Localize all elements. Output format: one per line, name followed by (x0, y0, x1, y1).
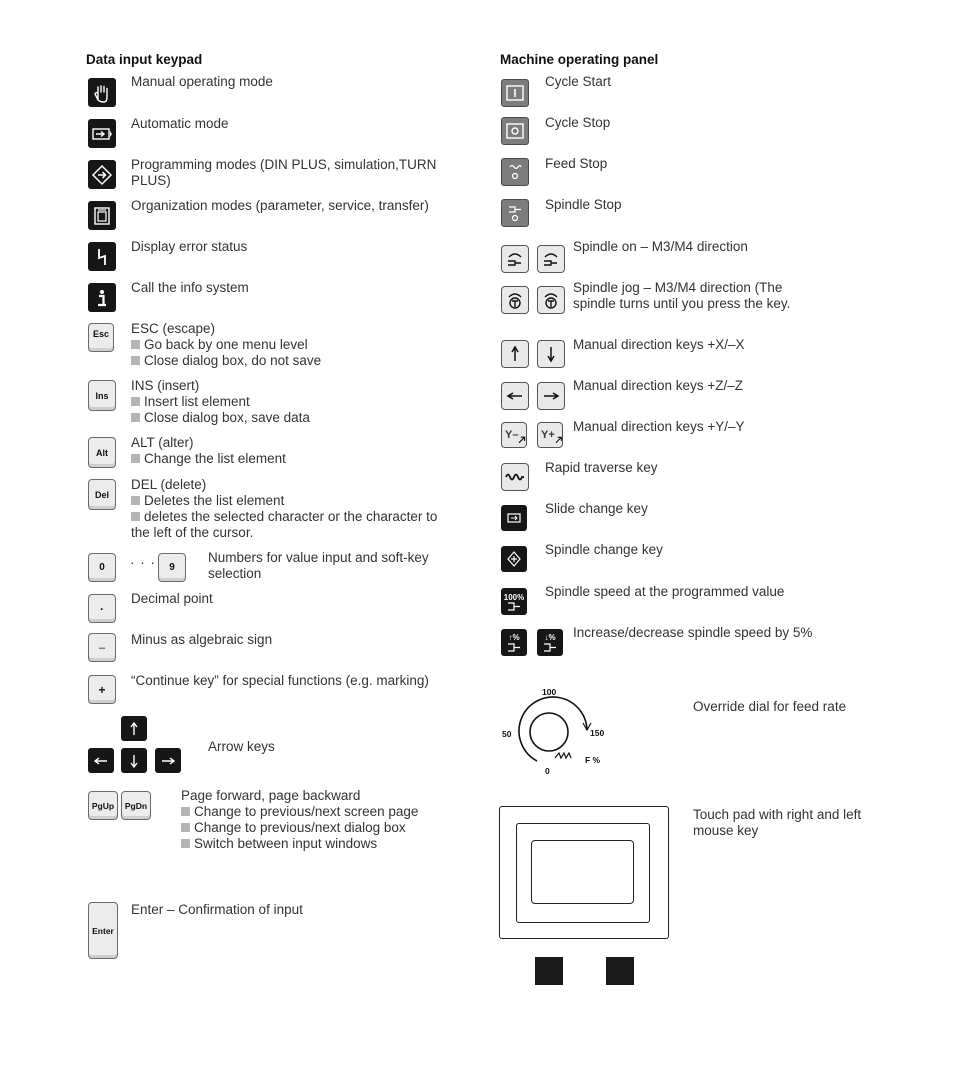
direction-z-label: Manual direction keys +Z/–Z (573, 378, 743, 393)
spindle-speed-decrease-key[interactable] (537, 629, 563, 656)
esc-description: ESC (escape) Go back by one menu level Close dialog box, do not save (131, 321, 322, 368)
info-icon (94, 288, 110, 308)
spindle-jog-m3-icon (505, 290, 525, 310)
touch-pad-frame (499, 806, 669, 939)
left-heading: Data input keypad (86, 52, 203, 67)
programming-diamond-icon (91, 164, 113, 186)
enter-key[interactable]: Enter (88, 902, 118, 959)
slide-change-label: Slide change key (545, 501, 648, 516)
override-dial-icon (497, 681, 627, 776)
spindle-m3-icon (505, 249, 525, 269)
page-keys-description: Page forward, page backward Change to previous/next screen page Change to previous/next dialog box Switch between input windows (181, 788, 419, 851)
arrow-left-icon (506, 391, 524, 401)
arrow-down-icon (546, 345, 556, 363)
rapid-traverse-label: Rapid traverse key (545, 460, 658, 475)
touch-pad-surface[interactable] (531, 840, 634, 904)
arrow-right-icon (161, 756, 175, 766)
esc-key[interactable]: Esc (88, 323, 114, 352)
del-description: DEL (delete) Deletes the list element deletes the selected character or the character to the left of the cursor. (131, 477, 438, 540)
number-keys-ellipsis: · · · (130, 555, 156, 570)
arrow-right-key[interactable] (155, 748, 181, 773)
dial-label-50: 50 (502, 729, 512, 739)
enter-key-label: Enter – Confirmation of input (131, 902, 303, 917)
direction-y-label: Manual direction keys +Y/–Y (573, 419, 745, 434)
rapid-traverse-wave-icon (505, 471, 525, 483)
spindle-symbol-icon (507, 602, 521, 611)
spindle-change-icon (505, 550, 523, 568)
arrow-left-key[interactable] (88, 748, 114, 773)
spindle-symbol-icon (543, 643, 557, 652)
spindle-change-label: Spindle change key (545, 542, 663, 557)
number-keys-label: Numbers for value input and soft-key selection (208, 550, 429, 581)
slide-change-icon (506, 512, 522, 524)
feed-stop-icon (507, 162, 523, 182)
direction-minus-z-key[interactable] (501, 382, 529, 410)
touch-pad-right-button[interactable] (606, 957, 634, 985)
feed-stop-label: Feed Stop (545, 156, 608, 171)
dial-label-0: 0 (545, 766, 550, 776)
diagonal-arrow-icon (518, 436, 526, 444)
direction-minus-x-key[interactable] (537, 340, 565, 368)
page-down-key[interactable]: PgDn (121, 791, 151, 820)
minus-key[interactable]: – (88, 633, 116, 662)
spindle-jog-m3-key[interactable] (501, 286, 529, 314)
programming-mode-label: Programming modes (DIN PLUS, simulation,TURN PLUS) (131, 157, 437, 188)
manual-mode-label: Manual operating mode (131, 74, 273, 89)
rapid-traverse-key[interactable] (501, 463, 529, 491)
continue-key-label: “Continue key” for special functions (e.g. marking) (131, 673, 429, 688)
right-heading: Machine operating panel (500, 52, 659, 67)
dial-label-100: 100 (542, 687, 557, 697)
spindle-stop-key[interactable] (501, 199, 529, 227)
arrow-up-key[interactable] (121, 716, 147, 741)
spindle-jog-label: Spindle jog – M3/M4 direction (The spindle turns until you press the key. (573, 280, 791, 311)
automatic-mode-key[interactable] (88, 119, 116, 148)
cycle-start-key[interactable] (501, 79, 529, 107)
direction-plus-y-text: Y+ (541, 429, 555, 441)
touch-pad-bezel (516, 823, 650, 923)
arrow-down-icon (129, 754, 139, 768)
info-label: Call the info system (131, 280, 249, 295)
spindle-on-m3-key[interactable] (501, 245, 529, 273)
spindle-on-label: Spindle on – M3/M4 direction (573, 239, 748, 254)
direction-plus-x-key[interactable] (501, 340, 529, 368)
direction-minus-y-key[interactable] (501, 422, 527, 448)
manual-mode-key[interactable] (88, 78, 116, 107)
continue-key[interactable]: + (88, 675, 116, 704)
ins-key[interactable]: Ins (88, 380, 116, 411)
cycle-stop-key[interactable] (501, 117, 529, 145)
spindle-speed-step-label: Increase/decrease spindle speed by 5% (573, 625, 813, 640)
slide-change-key[interactable] (501, 505, 527, 531)
spindle-symbol-icon (507, 643, 521, 652)
cycle-stop-icon (505, 122, 525, 140)
spindle-jog-m4-key[interactable] (537, 286, 565, 314)
diagonal-arrow-icon (555, 436, 562, 444)
arrow-left-icon (94, 756, 108, 766)
cycle-start-label: Cycle Start (545, 74, 612, 89)
key-0[interactable]: 0 (88, 553, 116, 582)
arrow-up-icon (129, 722, 139, 736)
feed-stop-key[interactable] (501, 158, 529, 186)
spindle-speed-increase-text: ↑% (508, 633, 520, 642)
direction-minus-y-text: Y– (505, 429, 519, 441)
dial-unit-label: F % (585, 755, 601, 765)
organization-mode-key[interactable] (88, 201, 116, 230)
spindle-m4-icon (541, 249, 561, 269)
direction-x-label: Manual direction keys +X/–X (573, 337, 745, 352)
arrow-up-icon (510, 345, 520, 363)
hand-icon (93, 83, 111, 103)
automatic-mode-label: Automatic mode (131, 116, 229, 131)
ins-description: INS (insert) Insert list element Close dialog box, save data (131, 378, 310, 425)
alt-key[interactable]: Alt (88, 437, 116, 468)
spindle-jog-m4-icon (541, 290, 561, 310)
spindle-speed-100-text: 100% (503, 592, 525, 602)
override-dial-label: Override dial for feed rate (693, 699, 847, 714)
spindle-speed-increase-key[interactable] (501, 629, 527, 656)
alt-description: ALT (alter) Change the list element (131, 435, 286, 466)
error-status-key[interactable] (88, 242, 116, 271)
direction-plus-z-key[interactable] (537, 382, 565, 410)
spindle-speed-decrease-text: ↓% (544, 633, 556, 642)
spindle-stop-label: Spindle Stop (545, 197, 622, 212)
cycle-start-icon (505, 84, 525, 102)
cycle-stop-label: Cycle Stop (545, 115, 611, 130)
organization-mode-label: Organization modes (parameter, service, transfer) (131, 198, 429, 213)
key-9[interactable]: 9 (158, 553, 186, 582)
organization-box-icon (93, 206, 111, 226)
arrow-down-key[interactable] (121, 748, 147, 773)
spindle-on-m4-key[interactable] (537, 245, 565, 273)
arrow-right-icon (542, 391, 560, 401)
minus-label: Minus as algebraic sign (131, 632, 273, 647)
del-key[interactable]: Del (88, 479, 116, 510)
decimal-point-label: Decimal point (131, 591, 213, 606)
direction-plus-y-key[interactable] (537, 422, 563, 448)
spindle-change-key[interactable] (501, 546, 527, 572)
spindle-speed-100-label: Spindle speed at the programmed value (545, 584, 785, 599)
error-status-label: Display error status (131, 239, 248, 254)
feed-override-dial[interactable] (497, 681, 627, 776)
touch-pad-label: Touch pad with right and left mouse key (693, 807, 862, 838)
programming-mode-key[interactable] (88, 160, 116, 189)
spindle-speed-100-key[interactable] (501, 588, 527, 615)
page-up-key[interactable]: PgUp (88, 791, 118, 820)
spindle-stop-icon (507, 203, 523, 223)
info-key[interactable] (88, 283, 116, 312)
arrow-keys-label: Arrow keys (208, 739, 275, 754)
decimal-point-key[interactable]: · (88, 594, 116, 623)
touch-pad-left-button[interactable] (535, 957, 563, 985)
dial-label-150: 150 (590, 728, 605, 738)
lightning-bolt-icon (95, 247, 109, 267)
automatic-arrow-icon (91, 127, 113, 141)
